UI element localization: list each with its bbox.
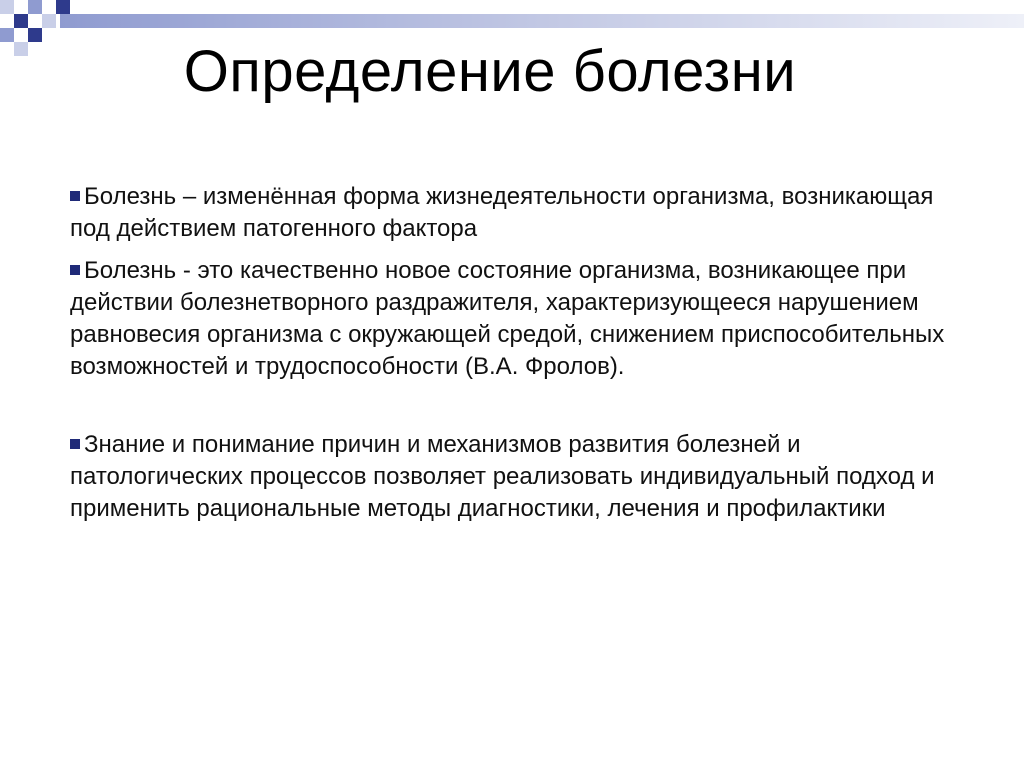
deco-square bbox=[14, 14, 28, 28]
square-bullet-icon bbox=[70, 265, 80, 275]
deco-square bbox=[28, 0, 42, 14]
square-bullet-icon bbox=[70, 191, 80, 201]
square-bullet-icon bbox=[70, 439, 80, 449]
bullet-item bbox=[70, 255, 970, 383]
bullet-list bbox=[70, 181, 970, 535]
deco-square bbox=[42, 14, 56, 28]
deco-square bbox=[56, 0, 70, 14]
bullet-item bbox=[70, 429, 970, 525]
bullet-text: Болезнь - это качественно новое состояние организма, возникающее при действии болезнетворного раздражителя, характеризующееся нарушением равновесия организма с окружающей средой, снижением приспособительных возможностей и трудоспособности (В.А. Фролов). bbox=[70, 257, 945, 380]
header-bar bbox=[60, 14, 1024, 28]
deco-square bbox=[0, 0, 14, 14]
slide-title: Определение болезни bbox=[183, 39, 797, 104]
bullet-text: Знание и понимание причин и механизмов развития болезней и патологических процессов позволяет реализовать индивидуальный подход и применить рациональные методы диагностики, лечения и профилактики bbox=[70, 431, 935, 522]
bullet-text: Болезнь – изменённая форма жизнедеятельности организма, возникающая под действием патогенного фактора bbox=[70, 183, 934, 242]
bullet-item bbox=[70, 181, 970, 245]
